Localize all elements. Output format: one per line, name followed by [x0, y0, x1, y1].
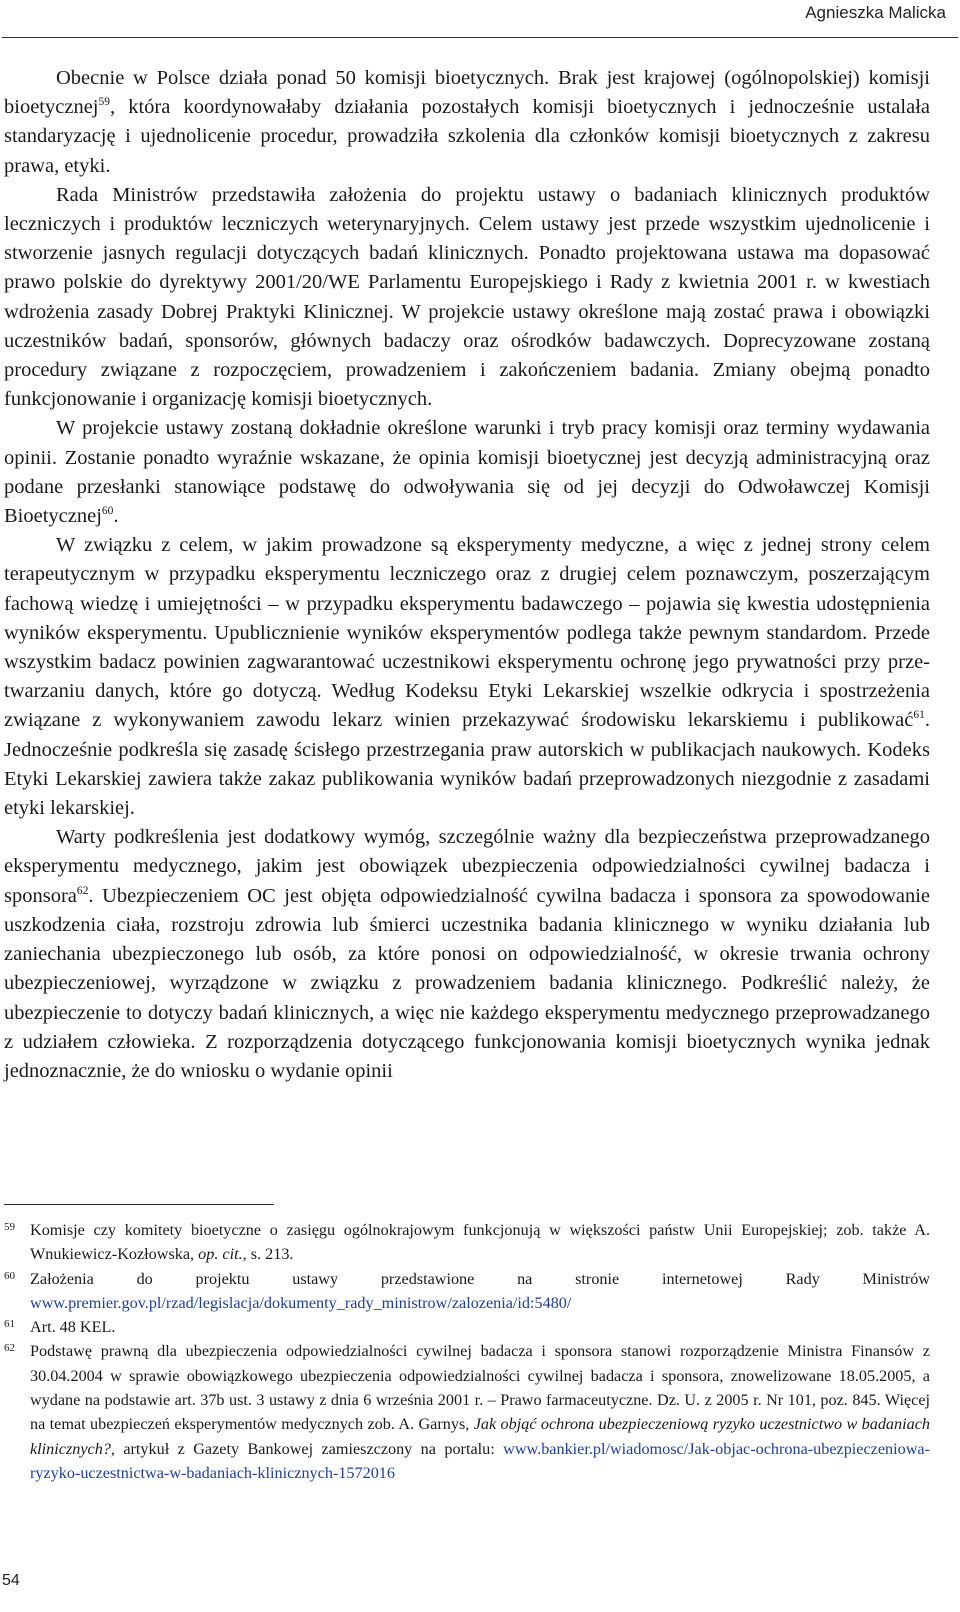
paragraph-1-text: Obecnie w Polsce działa ponad 50 komisji bioetycznych. Brak jest krajowej (ogólnopolskiej) komisji bioetycznej	[4, 67, 930, 119]
footnote-62-text-cont: , artykuł z Gazety Bankowej zamieszczony na portalu:	[110, 1439, 504, 1458]
paragraph-4-text-cont: . Jednocześnie podkreśla się zasadę ścisłego przestrzegania praw autorskich w publikacjach naukowych. Kodeks Etyki Lekarskiej zawiera także zakaz publikowania wyników badań przeprowadzonych niezgodnie z zasadami etyki lekarskiej.	[4, 709, 930, 820]
footnote-60-text: Założenia do projektu ustawy przedstawione na stronie internetowej Rady Ministrów	[30, 1269, 930, 1288]
footnote-59-italic: op. cit.	[198, 1245, 243, 1264]
paragraph-1-text-cont: , która koordynowałaby działania pozostałych komisji bioetycznych i jednocześnie ustalała standaryzację i ujednolicenie procedur, prowadziła szkolenia dla członków komisji bioetycznych z zakresu prawa, etyki.	[4, 96, 930, 177]
footnote-59	[4, 1218, 930, 1267]
footnote-59-text-cont: , s. 213.	[242, 1245, 294, 1264]
paragraph-4-text: W związku z celem, w jakim prowadzone są eksperymenty medyczne, a więc z jednej strony celem terapeutycznym w przypadku eksperymentu leczniczego oraz z drugiej celem poznawczym, poszerzającym fachową wiedzę i umiejętności – w przypadku eksperymentu badawczego – pojawia się kwestia udostępnienia wyników eksperymentu. Upublicznienie wyników eksperymentów podlega także pewnym standardom. Przede wszystkim badacz powinien zagwarantować uczestnikowi eksperymentu ochronę jego prywatności przy przetwarzaniu danych, które go dotyczą. Według Kodeksu Etyki Lekarskiej wszelkie odkrycia i spostrzeżenia związane z wykonywaniem zawodu lekarz winien przekazywać środowisku lekarskiemu i publikować	[4, 534, 930, 732]
footnote-number: 61	[4, 1318, 15, 1331]
footnote-60	[4, 1267, 930, 1316]
footnote-62-link[interactable]: www.bankier.pl/wiadomosc/Jak-objac-ochrona-ubezpieczeniowa-ryzyko-uczestnictwa-w-badaniach-klinicznych-1572016	[30, 1439, 930, 1482]
footnote-number: 62	[4, 1342, 15, 1355]
footnote-separator	[4, 1204, 274, 1205]
paragraph-5-text: Warty podkreślenia jest dodatkowy wymóg, szczególnie ważny dla bezpieczeństwa przeprowadzanego eksperymentu medycznego, jakim jest obowiązek ubezpieczenia odpowiedzialności cywilnej badacza i sponsora	[4, 826, 930, 907]
paragraph-3-text: W projekcie ustawy zostaną dokładnie określone warunki i tryb pracy komisji oraz terminy wydawania opinii. Zostanie ponadto wyraźnie wskazane, że opinia komisji bioetycznej jest decyzją administracyjną oraz podane przesłanki stanowiące podstawę do odwoływania się od jej decyzji do Odwoławczej Komisji Bioetycznej	[4, 417, 930, 528]
footnote-text: Art. 48 KEL.	[30, 1318, 116, 1337]
paragraph-5-text-cont: . Ubezpieczeniem OC jest objęta odpowiedzialność cywilna badacza i sponsora za spowodowanie uszkodzenia ciała, rozstroju zdrowia lub śmierci uczestnika badania klinicznego w wyniku działania lub zaniechania ubezpieczonego lub osób, za które ponosi on odpowiedzialność, w okresie trwania ochrony ubezpieczeniowej, wyrządzone w związku z prowadzeniem badania klinicznego. Podkreślić należy, że ubezpieczenie to dotyczy badań klinicznych, a więc nie każdego eksperymentu medycznego przeprowadzanego z udziałem człowieka. Z rozporządzenia dotyczącego funkcjonowania komisji bioetycznych wynika jednak jednoznacznie, że do wniosku o wydanie opinii	[4, 884, 930, 1082]
footnote-number: 60	[4, 1269, 15, 1282]
paragraph-3	[4, 414, 930, 531]
footnote-ref-62[interactable]: 62	[76, 884, 89, 897]
paragraph-3-text-cont: .	[113, 505, 119, 528]
footnote-59-text: Komisje czy komitety bioetyczne o zasięgu ogólnokrajowym funkcjonują w większości państw Unii Europejskiej; zob. także A. Wnukiewicz-Kozłowska,	[30, 1221, 930, 1264]
body-text	[4, 64, 930, 1086]
footnote-ref-60[interactable]: 60	[101, 505, 114, 518]
footnote-text	[30, 1267, 930, 1316]
footnote-text	[30, 1218, 930, 1267]
page-number: 54	[2, 1572, 20, 1589]
paragraph-4	[4, 531, 930, 823]
header-rule	[2, 37, 958, 38]
footnote-61	[4, 1315, 930, 1339]
footnote-number: 59	[4, 1221, 15, 1233]
footnote-text	[30, 1339, 930, 1485]
paragraph-1	[4, 64, 930, 181]
footnote-62-text: Podstawę prawną dla ubezpieczenia odpowiedzialności cywilnej badacza i sponsora stanowi rozporządzenie Ministra Finansów z 30.04.2004 w sprawie obowiązkowego ubezpieczenia odpowiedzialności cywilnej badacza i sponsora, znowelizowane 18.05.2005, a wydane na podstawie art. 37b ust. 3 ustawy z dnia 6 września 2001 r. – Prawo farmaceutyczne. Dz. U. z 2005 r. Nr 101, poz. 845. Więcej na temat ubezpieczeń eksperymentów medycznych zob. A. Garnys,	[30, 1342, 930, 1434]
paragraph-2: Rada Ministrów przedstawiła założenia do projektu ustawy o badaniach klinicznych produktów leczniczych i produktów leczniczych weterynaryjnych. Celem ustawy jest przede wszystkim ujednolicenie i stworzenie jasnych regulacji dotyczących badań klinicznych. Ponadto projektowana ustawa ma dopasować prawo polskie do dyrektywy 2001/20/WE Parlamentu Europejskiego i Rady z kwietnia 2001 r. w kwestiach wdrożenia zasady Dobrej Praktyki Klinicznej. W projekcie ustawy określone mają zostać prawa i obowiązki uczestników badań, sponsorów, głównych badaczy oraz ośrodków badawczych. Doprecyzowane zostaną procedury związane z rozpoczęciem, prowadzeniem i zakończeniem badania. Zmiany obejmą ponadto funkcjonowanie i organizację komisji bioetycznych.	[4, 183, 930, 411]
paragraph-5	[4, 823, 930, 1086]
running-head-author: Agnieszka Malicka	[805, 3, 946, 22]
footnote-ref-59[interactable]: 59	[98, 96, 110, 109]
footnote-ref-61[interactable]: 61	[913, 709, 925, 722]
footnote-60-link[interactable]: www.premier.gov.pl/rzad/legislacja/dokumenty_rady_ministrow/zalozenia/id:5480/	[30, 1293, 572, 1312]
footnote-62-italic-title: Jak objąć ochrona ubezpieczeniową ryzyko uczestnictwo w badaniach klinicznych?	[30, 1415, 930, 1458]
footnotes	[4, 1218, 930, 1485]
footnote-62	[4, 1339, 930, 1485]
